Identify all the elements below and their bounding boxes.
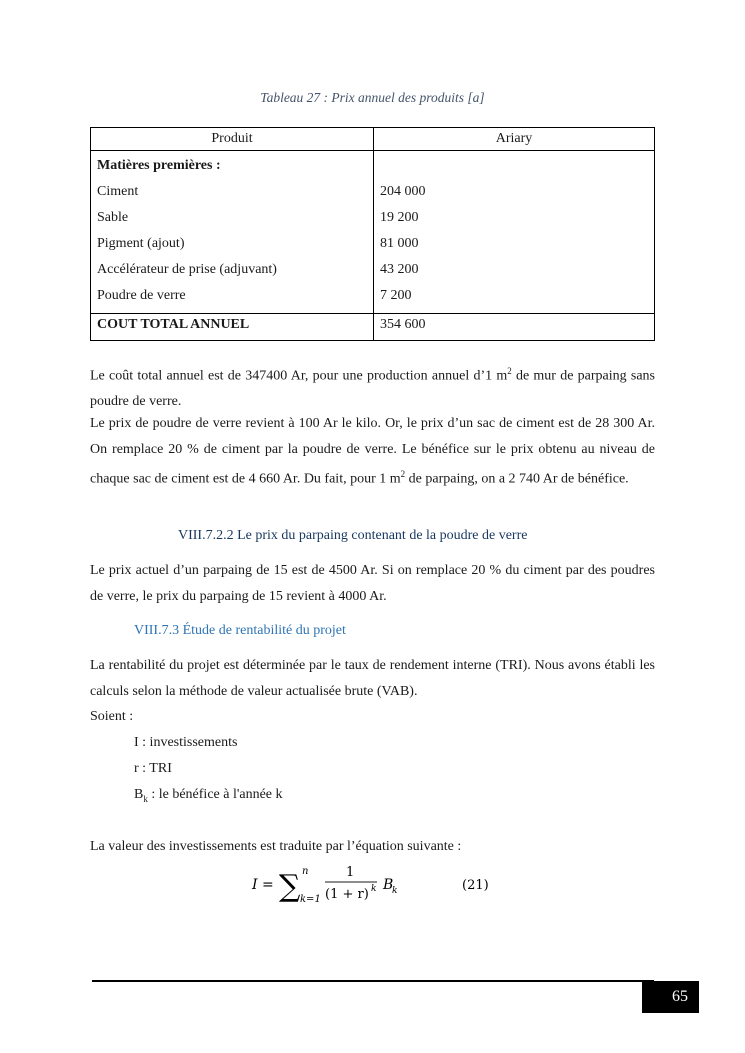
paragraph-parpaing-price: Le prix actuel d’un parpaing de 15 est de 4500 Ar. Si on remplace 20 % du ciment par des poudres de verre, le prix du parpaing de 15 revient à 4000 Ar. (90, 563, 655, 604)
fraction-numerator: 1 (346, 865, 355, 880)
table-body-row (91, 151, 655, 314)
values-cell (374, 151, 655, 314)
term-symbol: B (383, 877, 394, 893)
table-row-value: 43 200 (380, 262, 419, 277)
table-row-value: 7 200 (380, 288, 412, 303)
definition-item: $B_k$ : le bénéfice à l'année k (134, 787, 283, 804)
total-label: COUT TOTAL ANNUEL (91, 314, 374, 341)
table-header-row (91, 128, 655, 151)
table-row-value: 19 200 (380, 210, 419, 225)
price-table (90, 127, 655, 341)
table-total-row (91, 314, 655, 341)
sum-lower-bound: k=1 (300, 894, 321, 905)
items-cell (91, 151, 374, 314)
table-caption: Tableau 27 : Prix annuel des produits [a] (260, 90, 485, 105)
section-label: Matières premières : (97, 158, 221, 173)
sum-sign: ∑ (279, 869, 301, 904)
paragraph-glass-powder-price: Le prix de poudre de verre revient à 100 Ar le kilo. Or, le prix d’un sac de ciment est de 28 300 Ar. On remplace 20 % de ciment par la poudre de verre. Le bénéfice sur le prix obtenu au niveau de chaque sac de ciment est de 4 660 Ar. Du fait, pour 1 $m^2$ de parpaing, on a 2 740 Ar de bénéfice. (90, 416, 655, 488)
section-heading-parpaing-price: VIII.7.2.2 Le prix du parpaing contenant de la poudre de verre (178, 528, 528, 543)
section-heading-rentabilite: VIII.7.3 Étude de rentabilité du projet (134, 623, 346, 638)
paragraph-equation-intro: La valeur des investissements est traduite par l’équation suivante : (90, 839, 462, 854)
paragraph-tri: La rentabilité du projet est déterminée par le taux de rendement interne (TRI). Nous avons établi les calculs selon la méthode de valeur actualisée brute (VAB). (90, 658, 655, 699)
equation-number: (21) (462, 878, 489, 893)
definition-item: I : investissements (134, 735, 238, 750)
total-value: 354 600 (374, 314, 655, 341)
equation-lhs: I = (252, 877, 274, 893)
table-row-value: 81 000 (380, 236, 419, 251)
term-subscript: k (392, 886, 398, 896)
fraction-denominator: (1 + r) (325, 887, 369, 902)
definition-item: r : TRI (134, 761, 172, 776)
table-row-item: Sable (97, 210, 129, 225)
paragraph-total-cost: Le coût total annuel est de 347400 Ar, pour une production annuel d’1 $m^2$ de mur de parpaing sans poudre de verre. (90, 366, 655, 410)
page-number: 65 (642, 981, 699, 1013)
equation-21 (250, 860, 510, 910)
soient-label: Soient : (90, 709, 134, 724)
table-row-item: Pigment (ajout) (97, 236, 185, 251)
table-row-item: Accélérateur de prise (adjuvant) (97, 262, 277, 277)
header-ariary: Ariary (374, 128, 655, 151)
table-row-item: Ciment (97, 184, 139, 199)
table-row-item: Poudre de verre (97, 288, 186, 303)
footer-divider (92, 980, 654, 982)
sum-upper-bound: n (302, 866, 309, 877)
table-row-value: 204 000 (380, 184, 426, 199)
denominator-exponent: k (371, 884, 377, 894)
header-product: Produit (91, 128, 374, 151)
